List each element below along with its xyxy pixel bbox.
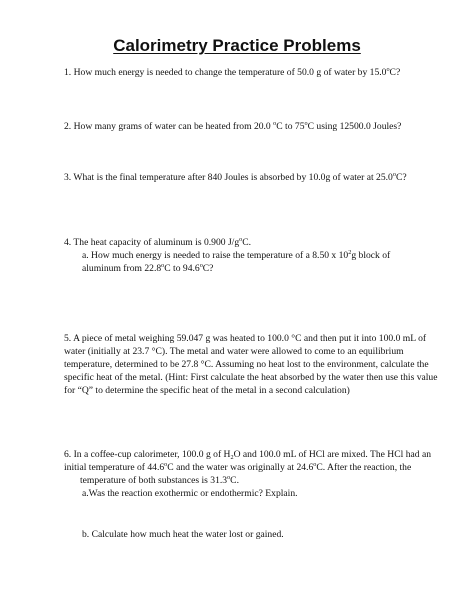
question-3-text: 3. What is the final temperature after 840 Joules is absorbed by 10.0g of water at 25.0 <box>64 172 393 183</box>
question-4-part-a-text-end: g block of <box>351 250 391 261</box>
question-6-line-3-unit: C. <box>230 475 239 486</box>
page-title: Calorimetry Practice Problems <box>113 36 361 55</box>
question-4-part-a <box>82 249 390 262</box>
question-3-unit: C? <box>395 172 407 183</box>
question-5-line-1: 5. A piece of metal weighing 59.047 g was heated to 100.0 °C and then put it into 100.0 mL of <box>64 333 427 344</box>
question-4-part-a-line2: aluminum from 22.8 <box>82 263 162 274</box>
degree-mark: o <box>392 171 396 179</box>
question-6-line-2 <box>64 461 411 474</box>
question-2-text-end: C using 12500.0 Joules? <box>307 121 402 132</box>
question-6-line-1 <box>64 448 431 461</box>
question-5-line-3: temperature, determined to be 27.8 °C. Assuming no heat lost to the environment, calculate the <box>64 359 429 370</box>
subscript: 2 <box>230 454 234 461</box>
question-5-line-2: water (initially at 23.7 °C). The metal and water were allowed to come to an equilibrium <box>64 346 404 357</box>
question-6-line-2-end: C. After the reaction, the <box>316 462 412 473</box>
question-4 <box>64 236 251 249</box>
degree-mark: o <box>199 262 203 270</box>
question-4-part-a-line2-mid: C to 94.6 <box>164 263 200 274</box>
question-4-text: 4. The heat capacity of aluminum is 0.900 J/g <box>64 237 240 248</box>
degree-mark: o <box>313 461 317 469</box>
question-6-part-b: b. Calculate how much heat the water lost or gained. <box>82 529 284 540</box>
question-3 <box>64 171 407 184</box>
degree-mark: o <box>386 66 390 74</box>
question-1-text: 1. How much energy is needed to change the temperature of 50.0 g of water by 15.0 <box>64 67 387 78</box>
exponent: 2 <box>348 249 352 257</box>
question-6-line-3-text: temperature of both substances is 31.3 <box>80 475 228 486</box>
question-6-line-3 <box>80 474 239 487</box>
question-4-part-a-cont <box>82 262 213 275</box>
degree-mark: o <box>239 236 243 244</box>
question-4-part-a-text: a. How much energy is needed to raise the temperature of a 8.50 x 10 <box>82 250 349 261</box>
question-6-line-2-text: initial temperature of 44.6 <box>64 462 165 473</box>
degree-mark: o <box>164 461 168 469</box>
question-5-line-4: specific heat of the metal. (Hint: First calculate the heat absorbed by the water then use this value <box>64 372 438 383</box>
question-6-part-a: a.Was the reaction exothermic or endothermic? Explain. <box>82 488 298 499</box>
question-1 <box>64 66 400 79</box>
degree-mark: o <box>273 120 277 128</box>
question-4-unit: C. <box>242 237 252 248</box>
question-2-text-mid: C to 75 <box>276 121 305 132</box>
question-2-text: 2. How many grams of water can be heated from 20.0 <box>64 121 274 132</box>
question-1-unit: C? <box>389 67 401 78</box>
question-2 <box>64 120 401 133</box>
question-5-line-5: for “Q” to determine the specific heat of the metal in a second calculation) <box>64 385 350 396</box>
question-6-line-2-mid: C and the water was originally at 24.6 <box>167 462 314 473</box>
question-6-text: 6. In a coffee-cup calorimeter, 100.0 g of H <box>64 449 231 460</box>
degree-mark: o <box>227 474 231 482</box>
degree-mark: o <box>304 120 308 128</box>
question-4-part-a-line2-end: C? <box>202 263 214 274</box>
degree-mark: o <box>161 262 165 270</box>
question-6-text-end: O and 100.0 mL of HCl are mixed. The HCl had an <box>233 449 431 460</box>
